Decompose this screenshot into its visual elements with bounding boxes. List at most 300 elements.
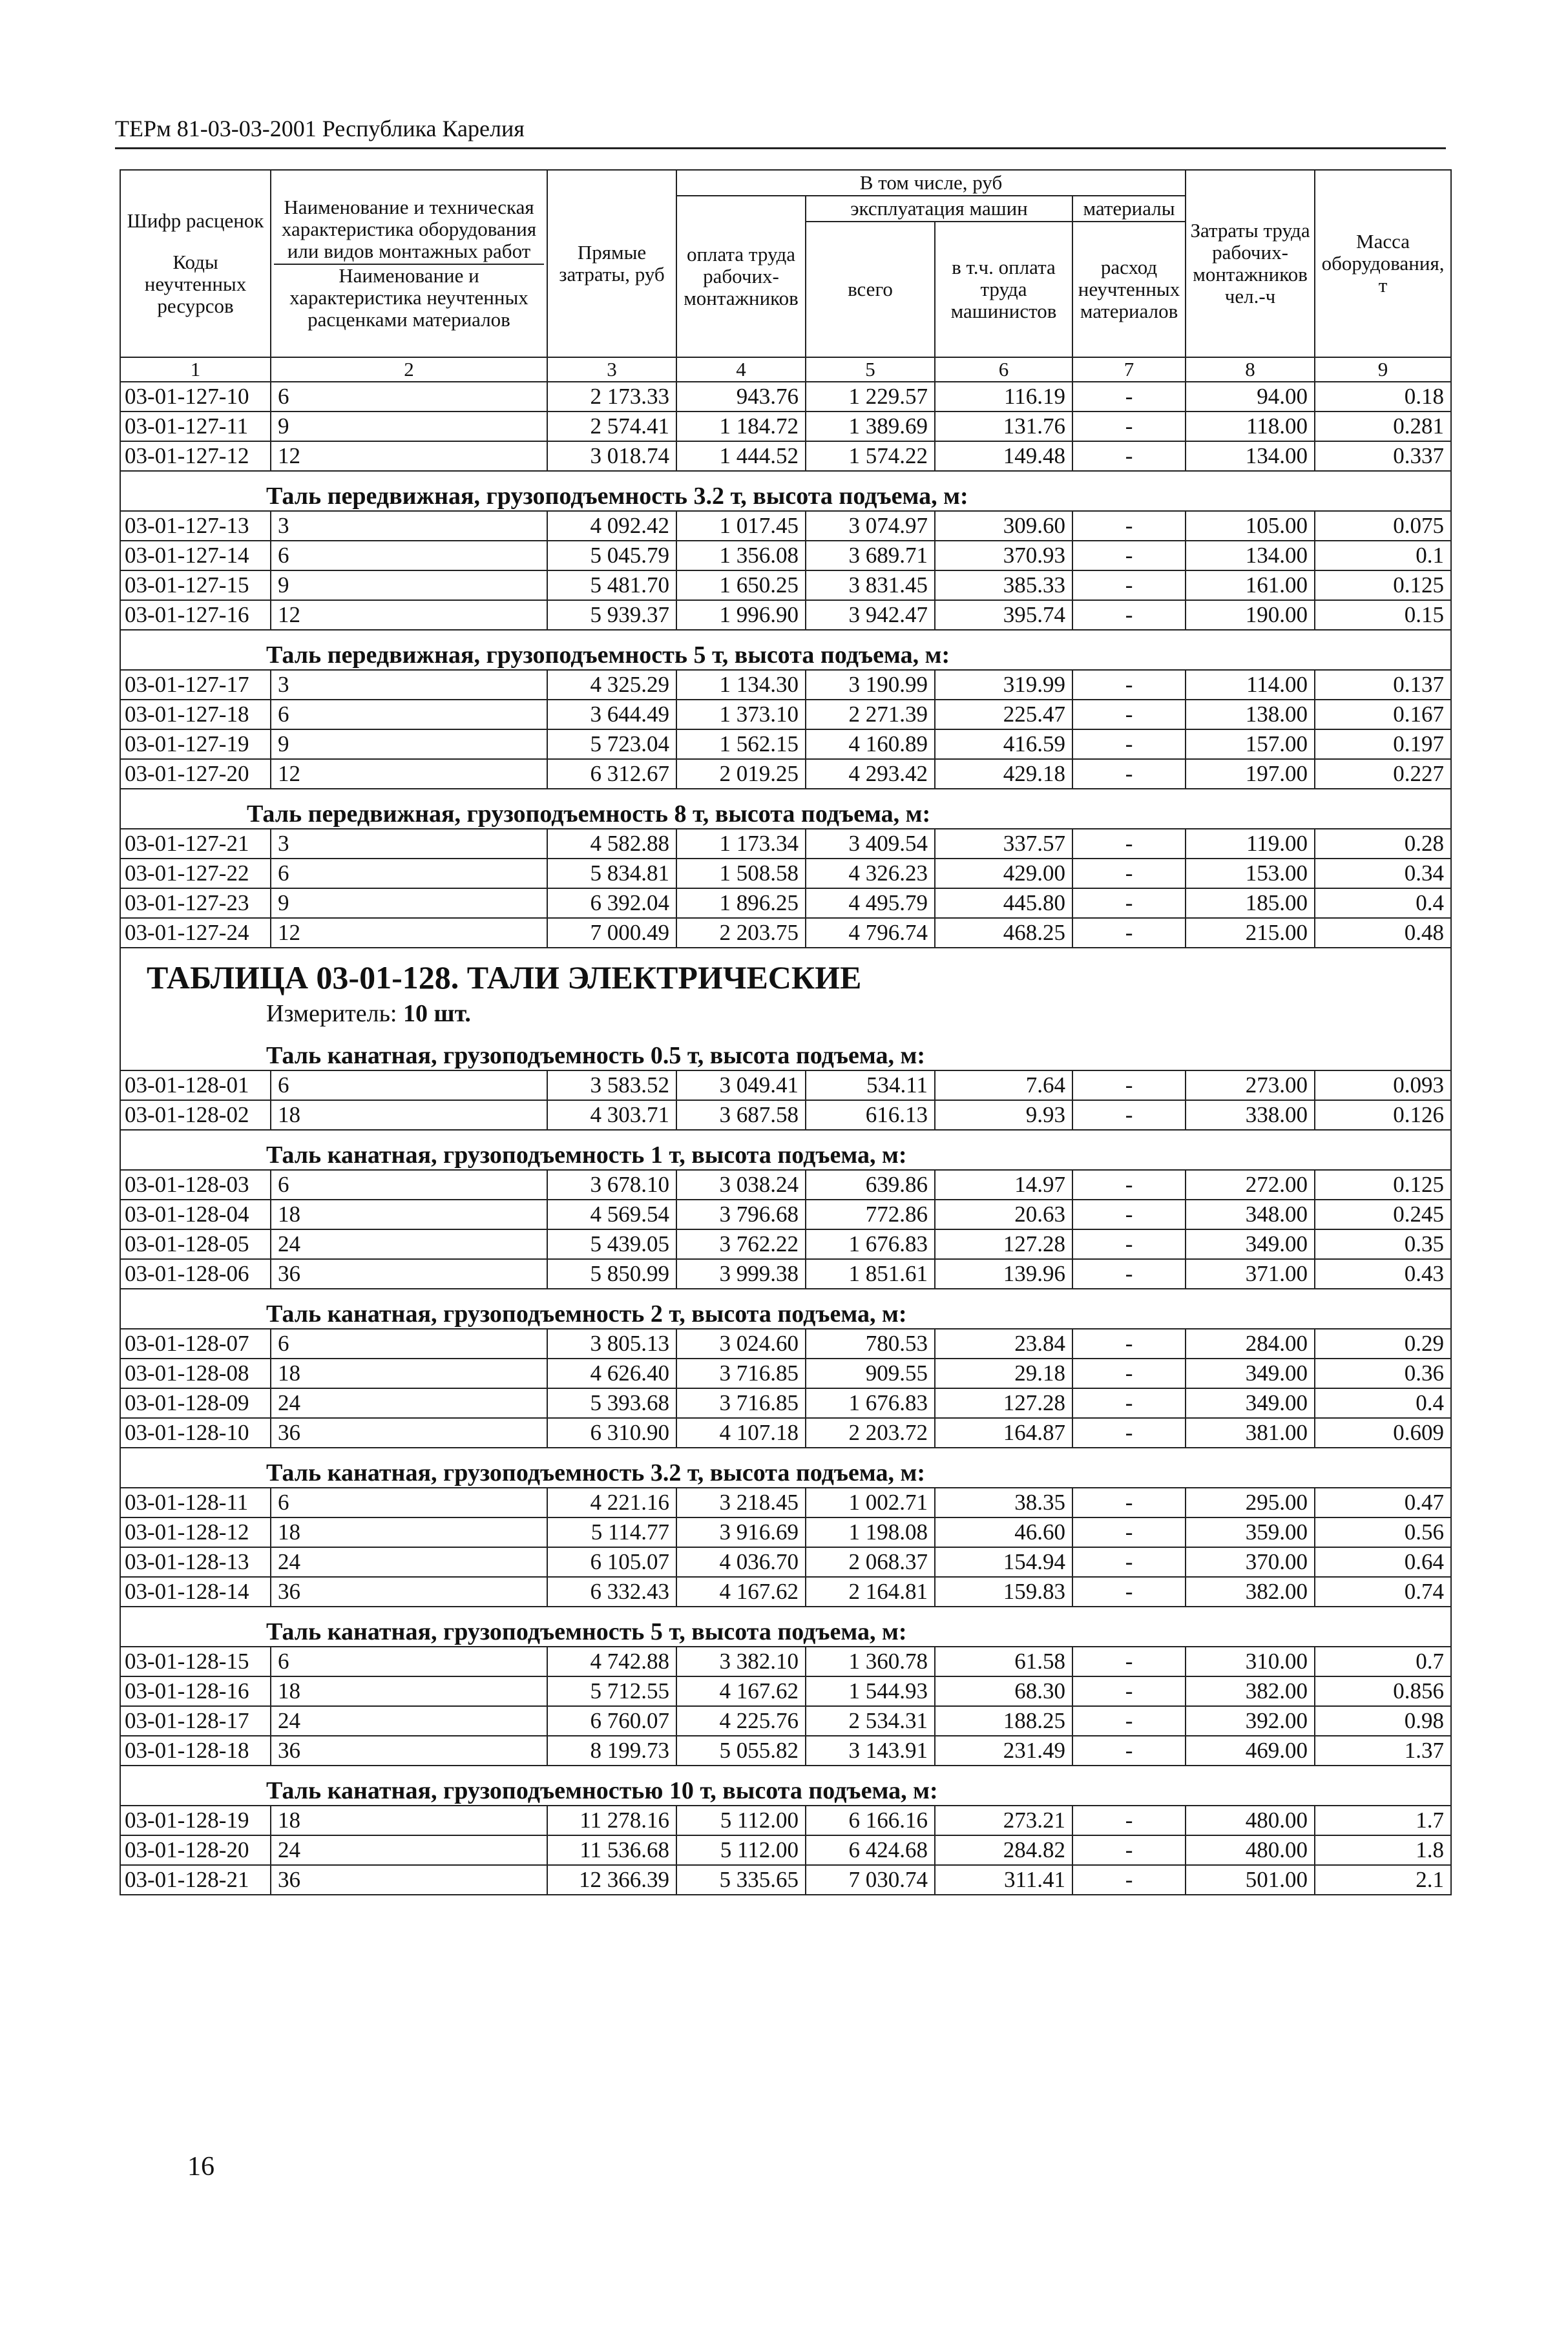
rate-code: 03-01-127-24 [120, 918, 271, 948]
height-value: 24 [271, 1547, 547, 1577]
height-value: 24 [271, 1706, 547, 1736]
table-row [120, 1418, 1451, 1448]
header-driver: в т.ч. оплата труда машинистов [935, 222, 1072, 357]
height-value: 9 [271, 729, 547, 759]
machines-total: 2 271.39 [806, 700, 935, 729]
section-title: Таль канатная, грузоподъемностью 10 т, высота подъема, м: [120, 1766, 1451, 1806]
machines-total: 1 574.22 [806, 441, 935, 471]
table-row [120, 759, 1451, 789]
driver-wages: 370.93 [935, 541, 1072, 570]
machines-total: 1 229.57 [806, 382, 935, 412]
machines-total: 4 495.79 [806, 888, 935, 918]
height-value: 6 [271, 1488, 547, 1517]
section-title-row [120, 1031, 1451, 1070]
rate-code: 03-01-128-14 [120, 1577, 271, 1607]
materials-value: - [1072, 1547, 1186, 1577]
direct-cost: 4 626.40 [547, 1359, 676, 1388]
wages-value: 3 796.68 [676, 1200, 806, 1229]
wages-value: 1 562.15 [676, 729, 806, 759]
machines-total: 3 143.91 [806, 1736, 935, 1766]
height-value: 36 [271, 1865, 547, 1895]
rate-code: 03-01-127-12 [120, 441, 271, 471]
driver-wages: 46.60 [935, 1517, 1072, 1547]
header-labor: Затраты труда рабочих-монтажников чел.-ч [1186, 170, 1315, 357]
direct-cost: 6 392.04 [547, 888, 676, 918]
rates-table-container [120, 169, 1450, 1895]
rate-code: 03-01-127-22 [120, 859, 271, 888]
header-mass: Масса оборудования, т [1315, 170, 1451, 357]
mass-value: 0.98 [1315, 1706, 1451, 1736]
header-row-1 [120, 170, 1451, 196]
rate-code: 03-01-128-15 [120, 1647, 271, 1676]
table-row [120, 1577, 1451, 1607]
direct-cost: 12 366.39 [547, 1865, 676, 1895]
machines-total: 2 203.72 [806, 1418, 935, 1448]
wages-value: 4 167.62 [676, 1577, 806, 1607]
table-row [120, 729, 1451, 759]
table-row [120, 918, 1451, 948]
materials-value: - [1072, 670, 1186, 700]
wages-value: 3 762.22 [676, 1229, 806, 1259]
rate-code: 03-01-127-21 [120, 829, 271, 859]
driver-wages: 68.30 [935, 1676, 1072, 1706]
table-row [120, 1676, 1451, 1706]
direct-cost: 2 173.33 [547, 382, 676, 412]
labor-value: 382.00 [1186, 1676, 1315, 1706]
header-name-label: Наименование и техническая характеристика оборудования или видов монтажных работ [274, 196, 544, 265]
mass-value: 0.7 [1315, 1647, 1451, 1676]
mass-value: 0.093 [1315, 1070, 1451, 1100]
wages-value: 3 024.60 [676, 1329, 806, 1359]
height-value: 12 [271, 600, 547, 630]
driver-wages: 149.48 [935, 441, 1072, 471]
height-value: 6 [271, 1070, 547, 1100]
wages-value: 1 017.45 [676, 511, 806, 541]
wages-value: 2 203.75 [676, 918, 806, 948]
index-cell: 7 [1072, 357, 1186, 382]
table-row [120, 700, 1451, 729]
height-value: 36 [271, 1418, 547, 1448]
height-value: 6 [271, 541, 547, 570]
labor-value: 185.00 [1186, 888, 1315, 918]
direct-cost: 5 850.99 [547, 1259, 676, 1289]
materials-value: - [1072, 382, 1186, 412]
measure-row [120, 996, 1451, 1031]
machines-total: 534.11 [806, 1070, 935, 1100]
wages-value: 5 335.65 [676, 1865, 806, 1895]
section-title: Таль канатная, грузоподъемность 2 т, высота подъема, м: [120, 1289, 1451, 1329]
mass-value: 0.167 [1315, 700, 1451, 729]
machines-total: 1 360.78 [806, 1647, 935, 1676]
direct-cost: 6 105.07 [547, 1547, 676, 1577]
wages-value: 4 036.70 [676, 1547, 806, 1577]
materials-value: - [1072, 759, 1186, 789]
table-row [120, 511, 1451, 541]
wages-value: 1 650.25 [676, 570, 806, 600]
mass-value: 0.337 [1315, 441, 1451, 471]
direct-cost: 3 678.10 [547, 1170, 676, 1200]
mass-value: 0.4 [1315, 1388, 1451, 1418]
mass-value: 0.74 [1315, 1577, 1451, 1607]
section-title: Таль канатная, грузоподъемность 0.5 т, высота подъема, м: [120, 1031, 1451, 1070]
machines-total: 2 534.31 [806, 1706, 935, 1736]
index-cell: 5 [806, 357, 935, 382]
materials-value: - [1072, 1517, 1186, 1547]
rate-code: 03-01-128-07 [120, 1329, 271, 1359]
machines-total: 909.55 [806, 1359, 935, 1388]
driver-wages: 429.00 [935, 859, 1072, 888]
table-title-row [120, 948, 1451, 996]
section-title-row [120, 1448, 1451, 1488]
table-row [120, 1865, 1451, 1895]
machines-total: 639.86 [806, 1170, 935, 1200]
header-code-res-label: Коды неучтенных ресурсов [144, 251, 247, 317]
rate-code: 03-01-127-20 [120, 759, 271, 789]
rate-code: 03-01-127-13 [120, 511, 271, 541]
height-value: 6 [271, 1329, 547, 1359]
rate-code: 03-01-127-15 [120, 570, 271, 600]
mass-value: 0.28 [1315, 829, 1451, 859]
wages-value: 943.76 [676, 382, 806, 412]
machines-total: 1 544.93 [806, 1676, 935, 1706]
height-value: 18 [271, 1200, 547, 1229]
wages-value: 3 382.10 [676, 1647, 806, 1676]
mass-value: 0.245 [1315, 1200, 1451, 1229]
materials-value: - [1072, 918, 1186, 948]
materials-value: - [1072, 1736, 1186, 1766]
measure-value: 10 шт. [403, 1000, 471, 1027]
mass-value: 0.29 [1315, 1329, 1451, 1359]
wages-value: 1 134.30 [676, 670, 806, 700]
machines-total: 6 424.68 [806, 1835, 935, 1865]
height-value: 9 [271, 888, 547, 918]
direct-cost: 5 114.77 [547, 1517, 676, 1547]
rate-code: 03-01-127-18 [120, 700, 271, 729]
height-value: 3 [271, 829, 547, 859]
rate-code: 03-01-128-13 [120, 1547, 271, 1577]
table-row [120, 600, 1451, 630]
mass-value: 0.197 [1315, 729, 1451, 759]
index-cell: 8 [1186, 357, 1315, 382]
driver-wages: 385.33 [935, 570, 1072, 600]
machines-total: 1 851.61 [806, 1259, 935, 1289]
direct-cost: 6 310.90 [547, 1418, 676, 1448]
driver-wages: 154.94 [935, 1547, 1072, 1577]
rate-code: 03-01-128-10 [120, 1418, 271, 1448]
machines-total: 4 326.23 [806, 859, 935, 888]
section-title-row [120, 1607, 1451, 1647]
driver-wages: 416.59 [935, 729, 1072, 759]
table-row [120, 1200, 1451, 1229]
machines-total: 3 831.45 [806, 570, 935, 600]
materials-value: - [1072, 829, 1186, 859]
materials-value: - [1072, 570, 1186, 600]
header-code-label: Шифр расценок [127, 209, 264, 232]
machines-total: 3 074.97 [806, 511, 935, 541]
height-value: 18 [271, 1676, 547, 1706]
materials-value: - [1072, 1070, 1186, 1100]
table-row [120, 1806, 1451, 1835]
machines-total: 3 190.99 [806, 670, 935, 700]
direct-cost: 6 332.43 [547, 1577, 676, 1607]
wages-value: 1 508.58 [676, 859, 806, 888]
machines-total: 1 389.69 [806, 412, 935, 441]
table-row [120, 1547, 1451, 1577]
materials-value: - [1072, 859, 1186, 888]
header-name [271, 170, 547, 357]
section-title: Таль передвижная, грузоподъемность 8 т, высота подъема, м: [120, 789, 1451, 829]
section-title-row [120, 789, 1451, 829]
labor-value: 157.00 [1186, 729, 1315, 759]
materials-value: - [1072, 1229, 1186, 1259]
driver-wages: 61.58 [935, 1647, 1072, 1676]
section-title-row [120, 1766, 1451, 1806]
direct-cost: 5 393.68 [547, 1388, 676, 1418]
materials-value: - [1072, 1388, 1186, 1418]
direct-cost: 4 221.16 [547, 1488, 676, 1517]
machines-total: 3 942.47 [806, 600, 935, 630]
mass-value: 0.281 [1315, 412, 1451, 441]
table-row [120, 1359, 1451, 1388]
driver-wages: 127.28 [935, 1388, 1072, 1418]
table-row [120, 541, 1451, 570]
section-title: Таль канатная, грузоподъемность 3.2 т, высота подъема, м: [120, 1448, 1451, 1488]
mass-value: 0.075 [1315, 511, 1451, 541]
direct-cost: 5 481.70 [547, 570, 676, 600]
section-title-row [120, 630, 1451, 670]
driver-wages: 20.63 [935, 1200, 1072, 1229]
labor-value: 153.00 [1186, 859, 1315, 888]
mass-value: 1.8 [1315, 1835, 1451, 1865]
table-row [120, 570, 1451, 600]
table-row [120, 1229, 1451, 1259]
rate-code: 03-01-128-02 [120, 1100, 271, 1130]
driver-wages: 225.47 [935, 700, 1072, 729]
height-value: 36 [271, 1736, 547, 1766]
table-row [120, 382, 1451, 412]
section-title: Таль передвижная, грузоподъемность 3.2 т, высота подъема, м: [120, 471, 1451, 511]
rate-code: 03-01-128-12 [120, 1517, 271, 1547]
materials-value: - [1072, 600, 1186, 630]
height-value: 18 [271, 1517, 547, 1547]
rate-code: 03-01-128-08 [120, 1359, 271, 1388]
driver-wages: 131.76 [935, 412, 1072, 441]
materials-value: - [1072, 1259, 1186, 1289]
labor-value: 197.00 [1186, 759, 1315, 789]
direct-cost: 4 742.88 [547, 1647, 676, 1676]
labor-value: 370.00 [1186, 1547, 1315, 1577]
direct-cost: 4 092.42 [547, 511, 676, 541]
mass-value: 0.64 [1315, 1547, 1451, 1577]
mass-value: 0.35 [1315, 1229, 1451, 1259]
section-title-row [120, 471, 1451, 511]
height-value: 12 [271, 441, 547, 471]
index-cell: 2 [271, 357, 547, 382]
mass-value: 1.7 [1315, 1806, 1451, 1835]
machines-total: 1 676.83 [806, 1388, 935, 1418]
machines-total: 772.86 [806, 1200, 935, 1229]
machines-total: 3 689.71 [806, 541, 935, 570]
machines-total: 2 164.81 [806, 1577, 935, 1607]
rates-table [120, 169, 1452, 1895]
height-value: 12 [271, 918, 547, 948]
mass-value: 0.126 [1315, 1100, 1451, 1130]
rate-code: 03-01-128-03 [120, 1170, 271, 1200]
materials-value: - [1072, 1359, 1186, 1388]
mass-value: 0.4 [1315, 888, 1451, 918]
driver-wages: 337.57 [935, 829, 1072, 859]
header-exploit: эксплуатация машин [806, 196, 1072, 222]
machines-total: 3 409.54 [806, 829, 935, 859]
rate-code: 03-01-128-04 [120, 1200, 271, 1229]
direct-cost: 7 000.49 [547, 918, 676, 948]
labor-value: 469.00 [1186, 1736, 1315, 1766]
height-value: 3 [271, 670, 547, 700]
mass-value: 0.609 [1315, 1418, 1451, 1448]
direct-cost: 6 760.07 [547, 1706, 676, 1736]
height-value: 18 [271, 1100, 547, 1130]
wages-value: 4 225.76 [676, 1706, 806, 1736]
header-total: всего [806, 222, 935, 357]
mass-value: 0.227 [1315, 759, 1451, 789]
height-value: 12 [271, 759, 547, 789]
driver-wages: 127.28 [935, 1229, 1072, 1259]
labor-value: 118.00 [1186, 412, 1315, 441]
driver-wages: 9.93 [935, 1100, 1072, 1130]
section-title-row [120, 1289, 1451, 1329]
header-mat-cost: расход неучтенных материалов [1072, 222, 1186, 357]
measure-label: Измеритель: [266, 1000, 397, 1027]
machines-total: 780.53 [806, 1329, 935, 1359]
rate-code: 03-01-128-16 [120, 1676, 271, 1706]
mass-value: 0.18 [1315, 382, 1451, 412]
height-value: 24 [271, 1388, 547, 1418]
height-value: 9 [271, 412, 547, 441]
labor-value: 348.00 [1186, 1200, 1315, 1229]
height-value: 6 [271, 1647, 547, 1676]
machines-total: 1 002.71 [806, 1488, 935, 1517]
labor-value: 480.00 [1186, 1835, 1315, 1865]
table-row [120, 1329, 1451, 1359]
header-direct: Прямые затраты, руб [547, 170, 676, 357]
height-value: 24 [271, 1229, 547, 1259]
labor-value: 284.00 [1186, 1329, 1315, 1359]
header-incl: В том числе, руб [676, 170, 1186, 196]
table-row [120, 1517, 1451, 1547]
driver-wages: 284.82 [935, 1835, 1072, 1865]
mass-value: 0.856 [1315, 1676, 1451, 1706]
machines-total: 6 166.16 [806, 1806, 935, 1835]
wages-value: 3 916.69 [676, 1517, 806, 1547]
table-row [120, 888, 1451, 918]
labor-value: 349.00 [1186, 1388, 1315, 1418]
wages-value: 1 173.34 [676, 829, 806, 859]
mass-value: 0.43 [1315, 1259, 1451, 1289]
materials-value: - [1072, 1706, 1186, 1736]
table-row [120, 1736, 1451, 1766]
direct-cost: 4 303.71 [547, 1100, 676, 1130]
materials-value: - [1072, 1488, 1186, 1517]
mass-value: 0.34 [1315, 859, 1451, 888]
driver-wages: 14.97 [935, 1170, 1072, 1200]
direct-cost: 3 805.13 [547, 1329, 676, 1359]
table-row [120, 1170, 1451, 1200]
machines-total: 7 030.74 [806, 1865, 935, 1895]
driver-wages: 139.96 [935, 1259, 1072, 1289]
wages-value: 1 444.52 [676, 441, 806, 471]
rate-code: 03-01-128-06 [120, 1259, 271, 1289]
labor-value: 138.00 [1186, 700, 1315, 729]
mass-value: 0.125 [1315, 1170, 1451, 1200]
table-title: ТАБЛИЦА 03-01-128. ТАЛИ ЭЛЕКТРИЧЕСКИЕ [120, 948, 1451, 996]
materials-value: - [1072, 1806, 1186, 1835]
wages-value: 5 112.00 [676, 1806, 806, 1835]
table-row [120, 441, 1451, 471]
section-title: Таль канатная, грузоподъемность 1 т, высота подъема, м: [120, 1130, 1451, 1170]
driver-wages: 159.83 [935, 1577, 1072, 1607]
header-code [120, 170, 271, 357]
mass-value: 2.1 [1315, 1865, 1451, 1895]
header-wages: оплата труда рабочих-монтажников [676, 196, 806, 357]
height-value: 9 [271, 570, 547, 600]
machines-total: 4 160.89 [806, 729, 935, 759]
machines-total: 1 676.83 [806, 1229, 935, 1259]
table-row [120, 1259, 1451, 1289]
driver-wages: 188.25 [935, 1706, 1072, 1736]
rate-code: 03-01-128-21 [120, 1865, 271, 1895]
labor-value: 392.00 [1186, 1706, 1315, 1736]
index-cell: 9 [1315, 357, 1451, 382]
mass-value: 0.56 [1315, 1517, 1451, 1547]
labor-value: 295.00 [1186, 1488, 1315, 1517]
labor-value: 215.00 [1186, 918, 1315, 948]
measure [120, 996, 1451, 1031]
rate-code: 03-01-127-11 [120, 412, 271, 441]
mass-value: 0.137 [1315, 670, 1451, 700]
labor-value: 382.00 [1186, 1577, 1315, 1607]
driver-wages: 429.18 [935, 759, 1072, 789]
materials-value: - [1072, 511, 1186, 541]
table-row [120, 1647, 1451, 1676]
driver-wages: 116.19 [935, 382, 1072, 412]
height-value: 24 [271, 1835, 547, 1865]
mass-value: 0.47 [1315, 1488, 1451, 1517]
wages-value: 3 218.45 [676, 1488, 806, 1517]
labor-value: 381.00 [1186, 1418, 1315, 1448]
direct-cost: 5 712.55 [547, 1676, 676, 1706]
wages-value: 1 373.10 [676, 700, 806, 729]
materials-value: - [1072, 729, 1186, 759]
labor-value: 161.00 [1186, 570, 1315, 600]
rate-code: 03-01-127-23 [120, 888, 271, 918]
table-body [120, 170, 1451, 1895]
wages-value: 5 055.82 [676, 1736, 806, 1766]
table-row [120, 670, 1451, 700]
labor-value: 272.00 [1186, 1170, 1315, 1200]
height-value: 6 [271, 700, 547, 729]
materials-value: - [1072, 1647, 1186, 1676]
direct-cost: 4 582.88 [547, 829, 676, 859]
index-cell: 4 [676, 357, 806, 382]
index-row [120, 357, 1451, 382]
wages-value: 3 999.38 [676, 1259, 806, 1289]
height-value: 6 [271, 1170, 547, 1200]
direct-cost: 2 574.41 [547, 412, 676, 441]
driver-wages: 38.35 [935, 1488, 1072, 1517]
table-row [120, 412, 1451, 441]
machines-total: 616.13 [806, 1100, 935, 1130]
mass-value: 0.36 [1315, 1359, 1451, 1388]
